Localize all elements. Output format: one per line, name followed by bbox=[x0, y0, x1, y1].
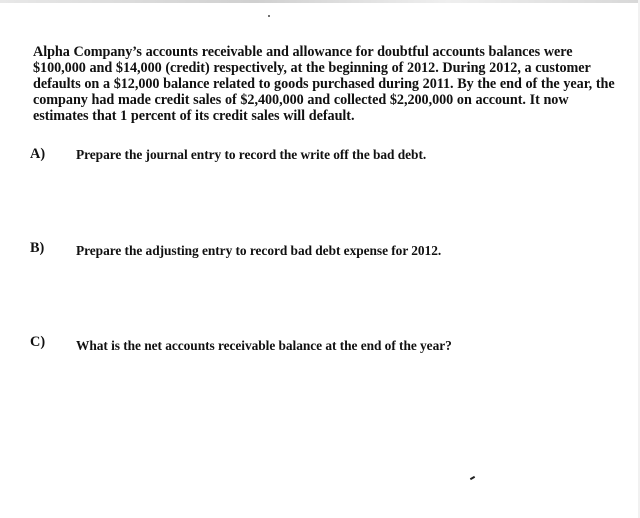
question-c-label: C) bbox=[30, 334, 46, 350]
problem-statement: Alpha Company’s accounts receivable and allowance for doubtful accounts balances were $100,000 and $14,000 (credit) respectively, at the beginning of 2012. During 2012, a customer defaults on a $12,000 balance related to goods purchased during 2011. By the end of the year, the company had made credit sales of $2,400,000 and collected $2,200,000 on account. It now estimates that 1 percent of its credit sales will default. bbox=[33, 44, 615, 125]
question-a-label: A) bbox=[30, 146, 46, 162]
scan-speck bbox=[268, 15, 270, 17]
question-b-label: B) bbox=[30, 240, 45, 256]
question-c-text: What is the net accounts receivable balance at the end of the year? bbox=[76, 338, 452, 353]
question-b-text: Prepare the adjusting entry to record bad debt expense for 2012. bbox=[76, 243, 442, 258]
scan-top-edge bbox=[0, 0, 640, 3]
pen-mark bbox=[470, 476, 475, 480]
question-a-text: Prepare the journal entry to record the write off the bad debt. bbox=[76, 147, 427, 162]
